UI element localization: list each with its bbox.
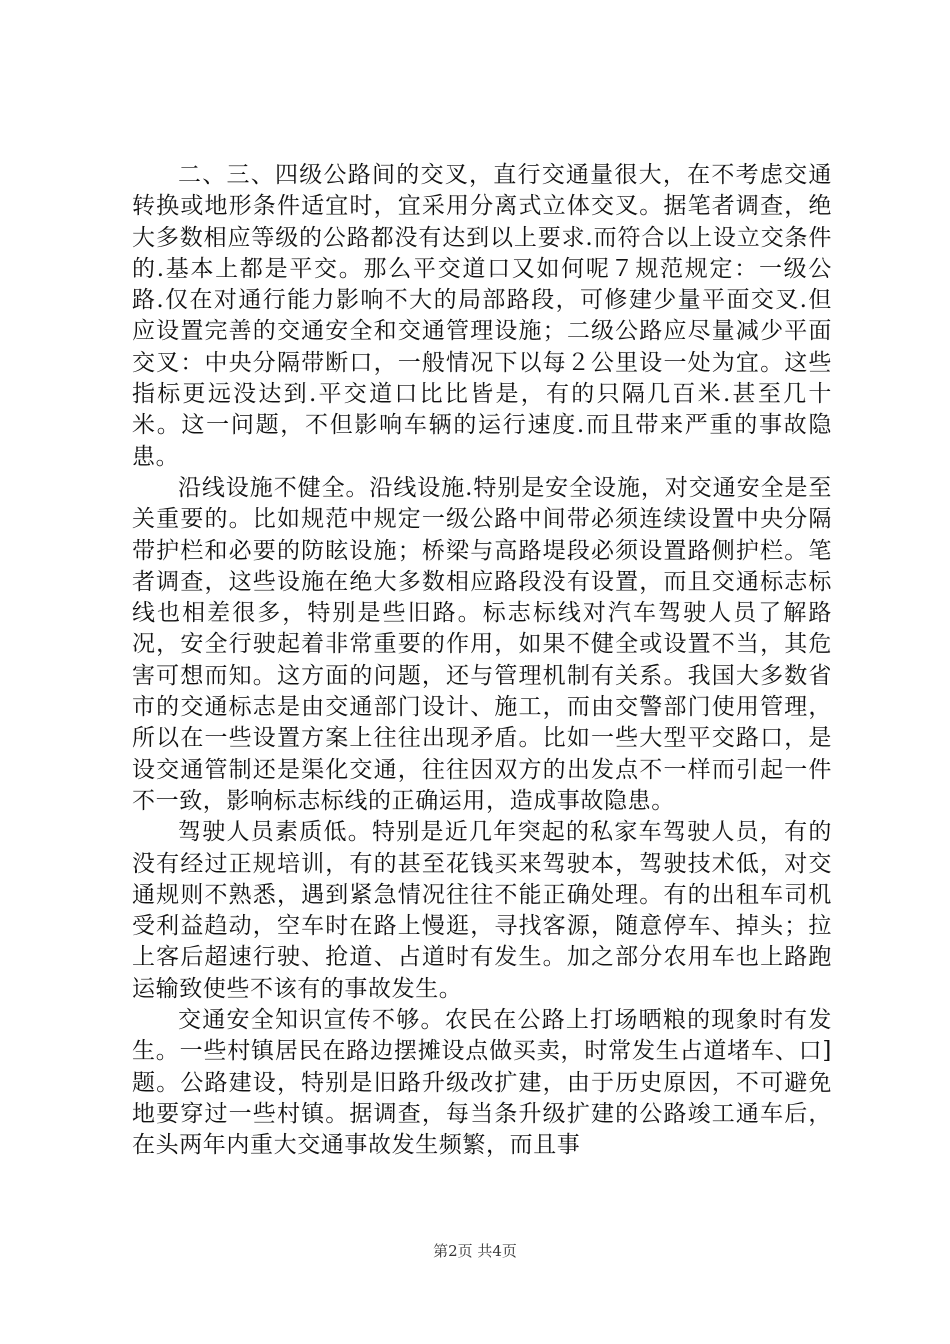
paragraph-2: 沿线设施不健全。沿线设施.特别是安全设施，对交通安全是至关重要的。比如规范中规定一级公路中间带必须连续设置中央分隔带护栏和必要的防眩设施；桥梁与高路堤段必须设置路侧护栏。笔者调查，这些设施在绝大多数相应路段没有设置，而且交通标志标线也相差很多，特别是些旧路。标志标线对汽车驾驶人员了解路况，安全行驶起着非常重要的作用，如果不健全或设置不当，其危害可想而知。这方面的问题，还与管理机制有关系。我国大多数省市的交通标志是由交通部门设计、施工，而由交警部门使用管理，所以在一些设置方案上往往出现矛盾。比如一些大型平交路口，是设交通管制还是渠化交通，往往因双方的出发点不一样而引起一件不一致，影响标志标线的正确运用，造成事故隐患。 [132,474,832,814]
paragraph-1: 二、三、四级公路间的交叉，直行交通量很大，在不考虑交通转换或地形条件适宜时，宜采用分离式立体交叉。据笔者调查，绝大多数相应等级的公路都没有达到以上要求.而符合以上设立交条件的.基本上都是平交。那么平交道口又如何呢７规范规定：一级公路.仅在对通行能力影响不大的局部路段，可修建少量平面交叉.但应设置完善的交通安全和交通管理设施；二级公路应尽量减少平面交叉：中央分隔带断口，一般情况下以每２公里设一处为宜。这些指标更远没达到.平交道口比比皆是，有的只隔几百米.甚至几十米。这一问题，不但影响车辆的运行速度.而且带来严重的事故隐患。 [132,162,832,470]
paragraph-3: 驾驶人员素质低。特别是近几年突起的私家车驾驶人员，有的没有经过正规培训，有的甚至花钱买来驾驶本，驾驶技术低，对交通规则不熟悉，遇到紧急情况往往不能正确处理。有的出租车司机受利益趋动，空车时在路上慢逛，寻找客源，随意停车、掉头；拉上客后超速行驶、抢道、占道时有发生。加之部分农用车也上路跑运输致使些不该有的事故发生。 [132,819,832,1002]
page-footer: 第2页 共4页 [433,1242,517,1260]
document-body [132,160,832,1162]
paragraph-4: 交通安全知识宣传不够。农民在公路上打场晒粮的现象时有发生。一些村镇居民在路边摆摊设点做买卖，时常发生占道堵车、口]题。公路建设，特别是旧路升级改扩建，由于历史原因，不可避免地要穿过一些村镇。据调查，每当条升级扩建的公路竣工通车后，在头两年内重大交通事故发生频繁，而且事 [132,1007,832,1159]
